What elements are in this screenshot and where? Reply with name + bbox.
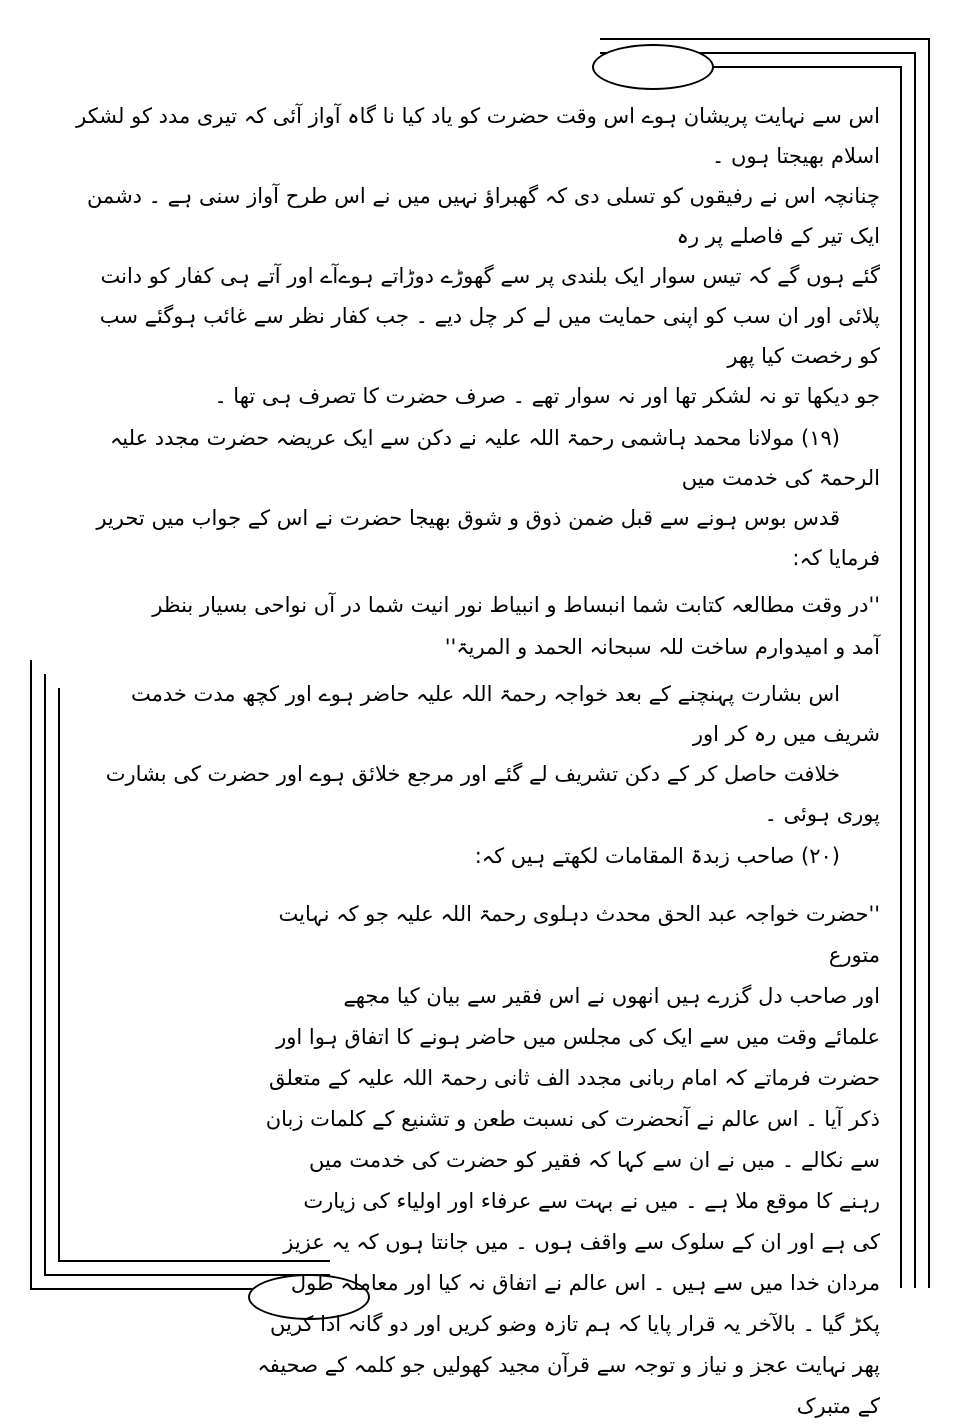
paragraph (74, 96, 880, 416)
paragraph-numbered-19 (74, 418, 880, 578)
text-line: (۲۰) صاحب زبدۃ المقامات لکھتے ہیں کہ: (474, 844, 840, 868)
quote-line: مردان خدا میں سے ہیں ۔ اس عالم نے اتفاق نہ کیا اور معاملہ طول (290, 1271, 880, 1295)
text-line: چنانچہ اس نے رفیقوں کو تسلی دی کہ گھبراؤ نہیں میں نے اس طرح آواز سنی ہے ۔ دشمن ایک تیر کے فاصلے پر رہ (86, 184, 880, 248)
quote-line: سے نکالے ۔ میں نے ان سے کہا کہ فقیر کو حضرت کی خدمت میں (308, 1148, 880, 1172)
quote-line: ''در وقت مطالعہ کتابت شما انبساط و انبیاط نور انیت شما در آں نواحی بسیار بنظر (152, 593, 880, 617)
text-line: اس بشارت پہنچنے کے بعد خواجہ رحمۃ اللہ علیہ حاضر ہوے اور کچھ مدت خدمت شریف میں رہ کر اور (130, 682, 880, 746)
top-right-rule-outer-horizontal (600, 38, 930, 40)
top-oval-ornament (592, 44, 714, 90)
bottom-left-rule-inner-vertical (58, 688, 60, 1262)
quote-line: ''حضرت خواجہ عبد الحق محدث دہلوی رحمۃ اللہ علیہ جو کہ نہایت متورع (278, 902, 880, 967)
paragraph (74, 674, 880, 834)
text-line: جو دیکھا تو نہ لشکر تھا اور نہ سوار تھے ۔ صرف حضرت کا تصرف ہی تھا ۔ (214, 384, 880, 408)
quote-line: پھر نہایت عجز و نیاز و توجہ سے قرآن مجید کھولیں جو کلمہ کے صحیفہ کے متبرک (257, 1353, 880, 1418)
top-right-rule-middle-vertical (914, 52, 916, 1288)
quote-line: حضرت فرماتے کہ امام ربانی مجدد الف ثانی رحمۃ اللہ علیہ کے متعلق (269, 1066, 880, 1090)
quote-line: علمائے وقت میں سے ایک کی مجلس میں حاضر ہونے کا اتفاق ہوا اور (276, 1025, 880, 1049)
text-line: قدس بوس ہونے سے قبل ضمن ذوق و شوق بھیجا حضرت نے اس کے جواب میں تحریر فرمایا کہ: (96, 506, 880, 570)
persian-quotation (74, 584, 880, 668)
text-line: خلافت حاصل کر کے دکن تشریف لے گئے اور مرجع خلائق ہوے اور حضرت کی بشارت پوری ہوئی ۔ (105, 762, 880, 826)
quote-line: اور صاحب دل گزرے ہیں انھوں نے اس فقیر سے بیان کیا مجھے (343, 984, 880, 1008)
long-quotation (240, 894, 880, 1427)
top-right-rule-inner-vertical (900, 66, 902, 1288)
quote-line: رہنے کا موقع ملا ہے ۔ میں نے بہت سے عرفاء اور اولیاء کی زیارت (303, 1189, 880, 1213)
document-text-body (74, 96, 880, 1427)
quote-line: پکڑ گیا ۔ بالآخر یہ قرار پایا کہ ہم تازہ وضو کریں اور دو گانہ ادا کریں (270, 1312, 880, 1336)
paragraph-numbered-20 (74, 836, 880, 876)
bottom-left-rule-middle-vertical (44, 674, 46, 1276)
text-line: پلائی اور ان سب کو اپنی حمایت میں لے کر چل دیے ۔ جب کفار نظر سے غائب ہوگئے سب کو رخصت کیا پھر (99, 304, 880, 368)
bottom-left-rule-outer-vertical (30, 660, 32, 1290)
text-line: اس سے نہایت پریشان ہوے اس وقت حضرت کو یاد کیا نا گاہ آواز آئی کہ تیری مدد کو لشکر اسلام بھیجتا ہوں ۔ (76, 104, 880, 168)
quote-line: آمد و امیدوارم ساخت للہ سبحانہ الحمد و المریۃ'' (444, 635, 880, 659)
quote-line: ذکر آیا ۔ اس عالم نے آنحضرت کی نسبت طعن و تشنیع کے کلمات زبان (265, 1107, 880, 1131)
text-line: گئے ہوں گے کہ تیس سوار ایک بلندی پر سے گھوڑے دوڑاتے ہوےآے اور آتے ہی کفار کو دانت (100, 264, 880, 288)
top-right-rule-outer-vertical (928, 38, 930, 1288)
spacer (74, 878, 880, 886)
text-line: (۱۹) مولانا محمد ہاشمی رحمۃ اللہ علیہ نے دکن سے ایک عریضہ حضرت مجدد علیہ الرحمۃ کی خدمت میں (109, 426, 880, 490)
quote-line: کی ہے اور ان کے سلوک سے واقف ہوں ۔ میں جانتا ہوں کہ یہ عزیز (283, 1230, 880, 1254)
